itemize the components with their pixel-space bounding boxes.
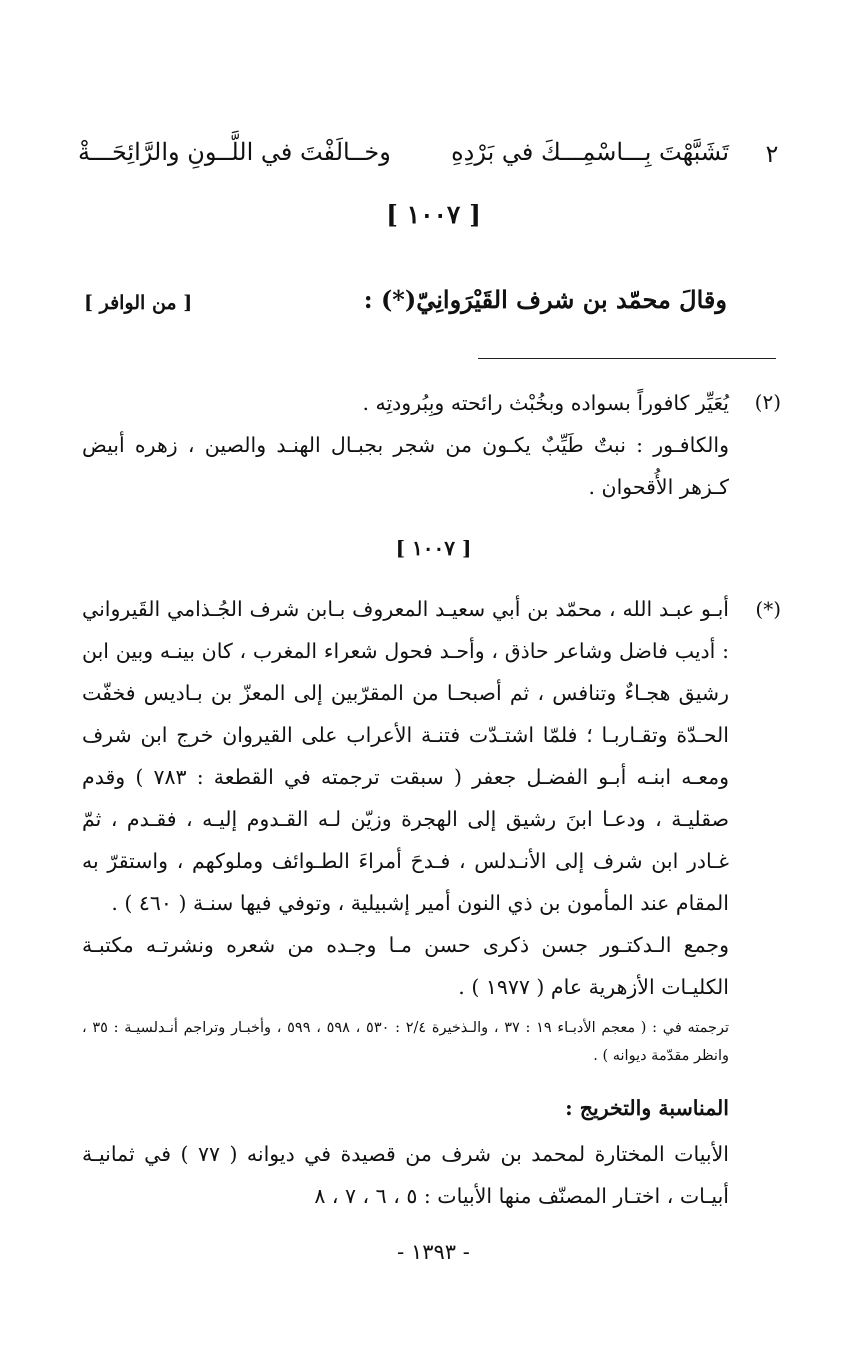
footnote-divider <box>478 358 776 359</box>
page-number: - ١٣٩٣ - <box>397 1240 470 1264</box>
biography-paragraph: أبـو عبـد الله ، محمّد بن أبي سعيـد المعروف بـابن شرف الجُـذامي القَيرواني : أديب فاضل وشاعر حاذق ، وأحـد فحول شعراء المغرب ، كان بينـه وبين ابن رشيق هجـاءٌ وتنافس ، ثم أصبحـا من المقرّبين إلى المعزّ بن بـاديس فخفّت الحـدّة وتقـاربـا ؛ فلمّا اشتـدّت فتنـة الأعراب على القيروان خرج ابن شرف ومعـه ابنـه أبـو الفضـل جعفر ( سبقت ترجمته في القطعة : ٧٨٣ ) وقدم صقليـة ، ودعـا ابنَ رشيق إلى الهجرة وزيّن لـه القـدوم إليـه ، فقـدم ، ثمّ غـادر ابن شرف إلى الأنـدلس ، فـدحَ أمراءَ الطـوائف وملوكهم ، واستقرّ به المقام عند المأمون بن ذي النون أمير إشبيلية ، وتوفي فيها سنـة ( ٤٦٠ ) . <box>82 597 729 915</box>
footnote-marker-star: (*) <box>755 597 781 621</box>
collection-note: وجمع الـدكتـور جسن ذكرى حسن مـا وجـده من شعره ونشرتـه مكتبـة الكليـات الأزهرية عام ( ١٩٧٧ ) . <box>82 933 729 999</box>
footnote-2-line-2: والكافـور : نبتٌ طَيِّبٌ يكـون من شجر بجبـال الهنـد والصين ، زهره أبيض كـزهر الأُقحوان . <box>82 433 729 499</box>
section-number: [ ١٠٠٧ ] <box>386 200 481 229</box>
occasion-body: الأبيات المختارة لمحمد بن شرف من قصيدة في ديوانه ( ٧٧ ) في ثمانيـة أبيـات ، اختـار المصنّف منها الأبيات : ٥ ، ٦ ، ٧ ، ٨ <box>82 1142 729 1208</box>
verse-number: ٢ <box>765 140 779 168</box>
verse-second-hemistich: وخــالَفْتَ في اللَّــونِ والرَّائِحَـــةْ <box>78 138 391 166</box>
poem-intro: وقالَ محمّد بن شرف القَيْرَوانِيّ(*) : <box>363 285 727 314</box>
biography-references: ترجمته في : ( معجم الأدبـاء ١٩ : ٣٧ ، والـذخيرة ٢/٤ : ٥٣٠ ، ٥٩٨ ، ٥٩٩ ، وأخبـار وتراجم أنـدلسيـة : ٣٥ ، وانظر مقدّمة ديوانه ) . <box>82 1020 729 1064</box>
footnote-section-number: [ ١٠٠٧ ] <box>395 536 472 560</box>
poem-meter: [ من الوافر ] <box>84 292 193 314</box>
occasion-heading: المناسبة والتخريج : <box>565 1096 729 1120</box>
footnote-2 <box>82 382 729 508</box>
verse-first-hemistich: تَشَبَّهْتَ بِـــاسْمِـــكَ في بَرْدِهِ <box>451 138 729 166</box>
footnote-biography <box>82 588 729 1008</box>
footnote-2-line-1: يُعَيِّر كافوراً بسواده وبخُبْث رائحته وبِبُرودتِه . <box>362 391 729 415</box>
footnote-marker-2: (٢) <box>754 390 781 414</box>
